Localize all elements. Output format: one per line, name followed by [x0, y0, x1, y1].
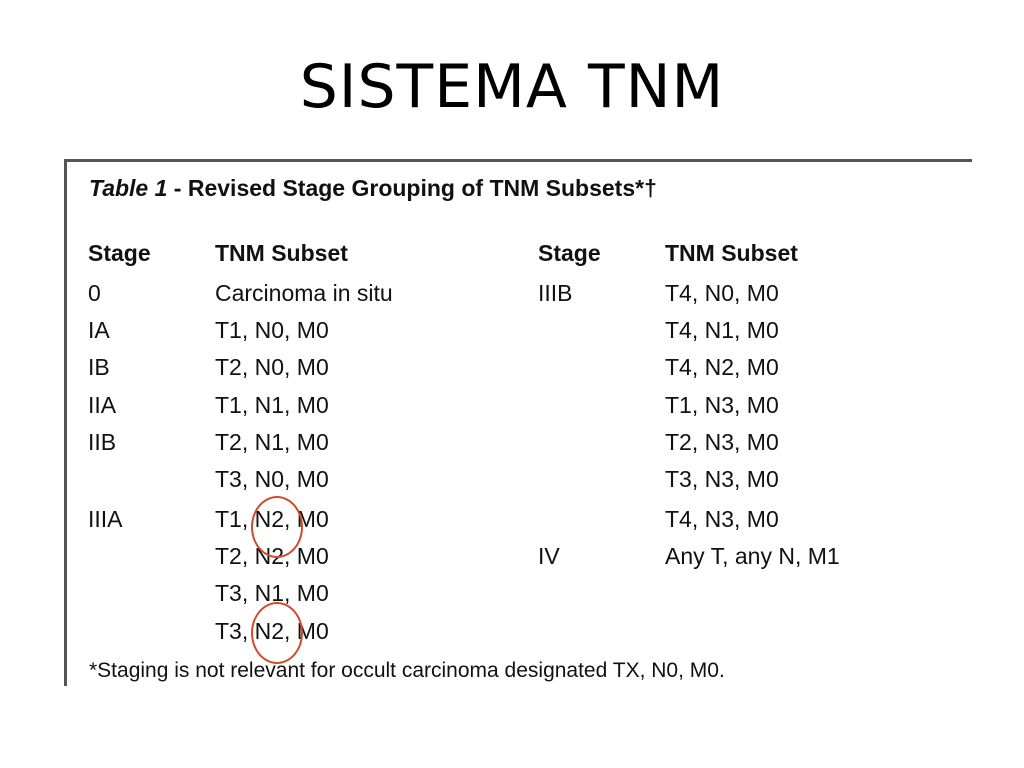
right-subset-5: T3, N3, M0	[665, 466, 779, 492]
left-subset-9: T3, N2, M0	[215, 618, 329, 644]
right-subset-4: T2, N3, M0	[665, 429, 779, 455]
left-subset-1: T1, N0, M0	[215, 317, 329, 343]
header-stage-left: Stage	[88, 240, 151, 266]
table-caption	[89, 175, 657, 202]
tnm-table	[64, 159, 972, 686]
table-footnote: *Staging is not relevant for occult carcinoma designated TX, N0, M0.	[89, 659, 725, 682]
left-subset-4: T2, N1, M0	[215, 429, 329, 455]
table-caption-label: Table 1	[89, 175, 168, 201]
left-subset-0: Carcinoma in situ	[215, 280, 393, 306]
right-subset-2: T4, N2, M0	[665, 354, 779, 380]
table-caption-text: Revised Stage Grouping of TNM Subsets*†	[187, 175, 657, 201]
left-stage-1: IA	[88, 317, 110, 343]
left-subset-7: T2, N2, M0	[215, 543, 329, 569]
right-subset-0: T4, N0, M0	[665, 280, 779, 306]
left-subset-6: T1, N2, M0	[215, 506, 329, 532]
highlight-circle-n2-t1	[251, 496, 303, 558]
right-subset-7: Any T, any N, M1	[665, 543, 840, 569]
left-subset-3: T1, N1, M0	[215, 392, 329, 418]
left-subset-2: T2, N0, M0	[215, 354, 329, 380]
left-stage-4: IIB	[88, 429, 117, 455]
right-stage-0: IIIB	[538, 280, 573, 306]
right-stage-7: IV	[538, 543, 560, 569]
highlight-circle-n2-t3	[251, 602, 303, 664]
left-stage-2: IB	[88, 354, 110, 380]
left-subset-8: T3, N1, M0	[215, 580, 329, 606]
left-stage-3: IIA	[88, 392, 117, 418]
left-stage-6: IIIA	[88, 506, 123, 532]
right-subset-1: T4, N1, M0	[665, 317, 779, 343]
left-stage-0: 0	[88, 280, 101, 306]
header-subset-left: TNM Subset	[215, 240, 348, 266]
right-subset-3: T1, N3, M0	[665, 392, 779, 418]
left-subset-5: T3, N0, M0	[215, 466, 329, 492]
right-subset-6: T4, N3, M0	[665, 506, 779, 532]
header-subset-right: TNM Subset	[665, 240, 798, 266]
table-caption-separator: -	[167, 175, 188, 201]
header-stage-right: Stage	[538, 240, 601, 266]
slide-title: SISTEMA TNM	[299, 52, 725, 122]
